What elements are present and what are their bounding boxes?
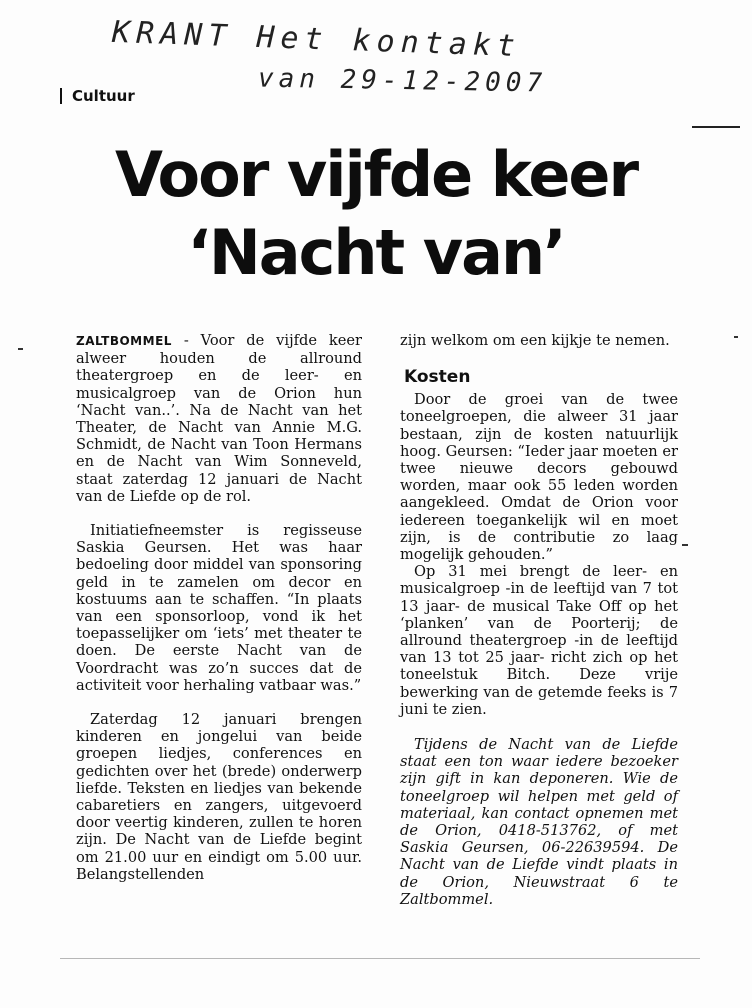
section-label: Cultuur	[60, 88, 135, 104]
scan-speck	[18, 348, 23, 350]
article-paragraph-4: Door de groei van de twee toneelgroepen, die alweer 31 jaar bestaan, zijn de kosten natuurlijk hoog. Geursen: “Ieder jaar moeten er twee nieuwe decors gebouwd worden, maar ook 55 leden worden aangekleed. Omdat de Orion voor iedereen toegankelijk wil en moet zijn, is de contributie zo laag mogelijk gehouden.”	[400, 391, 678, 564]
dateline: ZALTBOMMEL	[76, 334, 172, 348]
article-paragraph-6: Tijdens de Nacht van de Liefde staat een ton waar iedere bezoeker zijn gift in kan deponeren. Wie de toneelgroep wil helpen met geld of materiaal, kan contact opnemen met de Orion, 0418-513762, of met Saskia Geursen, 06-22639594. De Nacht van de Liefde vindt plaats in de Orion, Nieuwstraat 6 te Zaltbommel.	[400, 736, 678, 908]
scan-edge-line	[60, 958, 700, 959]
scan-speck	[682, 544, 688, 546]
headline-line-1: Voor vijfde keer	[114, 138, 638, 211]
article-column-left	[76, 332, 362, 883]
article-paragraph-3-continued: zijn welkom om een kijkje te nemen.	[400, 332, 670, 349]
handwritten-date-note: van 29-12-2007	[257, 63, 548, 99]
article-paragraph-2: Initiatiefneemster is regisseuse Saskia Geursen. Het was haar bedoeling door middel van sponsoring geld in te zamelen om decor en kostuums aan te schaffen. “In plaats van een sponsorloop, vond ik het toepasselijker om ‘iets’ met theater te doen. De eerste Nacht van de Voordracht was zo’n succes dat de activiteit voor herhaling vatbaar was.”	[76, 522, 362, 694]
headline-line-2: ‘Nacht van’	[187, 216, 565, 289]
article-column-right	[400, 332, 678, 908]
article-paragraph-5: Op 31 mei brengt de leer- en musicalgroep -in de leeftijd van 7 tot 13 jaar- de musical Take Off op het ‘planken’ van de Poorterij; de allround theatergroep -in de leeftijd van 13 tot 25 jaar- richt zich op het toneelstuk Bitch. Deze vrije bewerking van de getemde feeks is 7 juni te zien.	[400, 563, 678, 718]
article-paragraph-3: Zaterdag 12 januari brengen kinderen en jongelui van beide groepen liedjes, conferences en gedichten over het (brede) onderwerp liefde. Teksten en liedjes van bekende cabaretiers en zangers, uitgevoerd door veertig kinderen, zullen te horen zijn. De Nacht van de Liefde begint om 21.00 uur en eindigt om 5.00 uur. Belangstellenden	[76, 711, 362, 883]
paragraph-1-text: - Voor de vijfde keer alweer houden de allround theatergroep en de leer- en musicalgroep van de Orion hun ‘Nacht van..’. Na de Nacht van het Theater, de Nacht van Annie M.G. Schmidt, de Nacht van Toon Hermans en de Nacht van Wim Sonneveld, staat zaterdag 12 januari de Nacht van de Liefde op de rol.	[76, 332, 362, 505]
header-rule	[692, 126, 740, 128]
handwritten-source-note: KRANT Het kontakt	[111, 14, 522, 65]
scan-speck	[734, 336, 738, 338]
article-paragraph-1	[76, 332, 362, 505]
subheading-kosten: Kosten	[404, 367, 471, 388]
